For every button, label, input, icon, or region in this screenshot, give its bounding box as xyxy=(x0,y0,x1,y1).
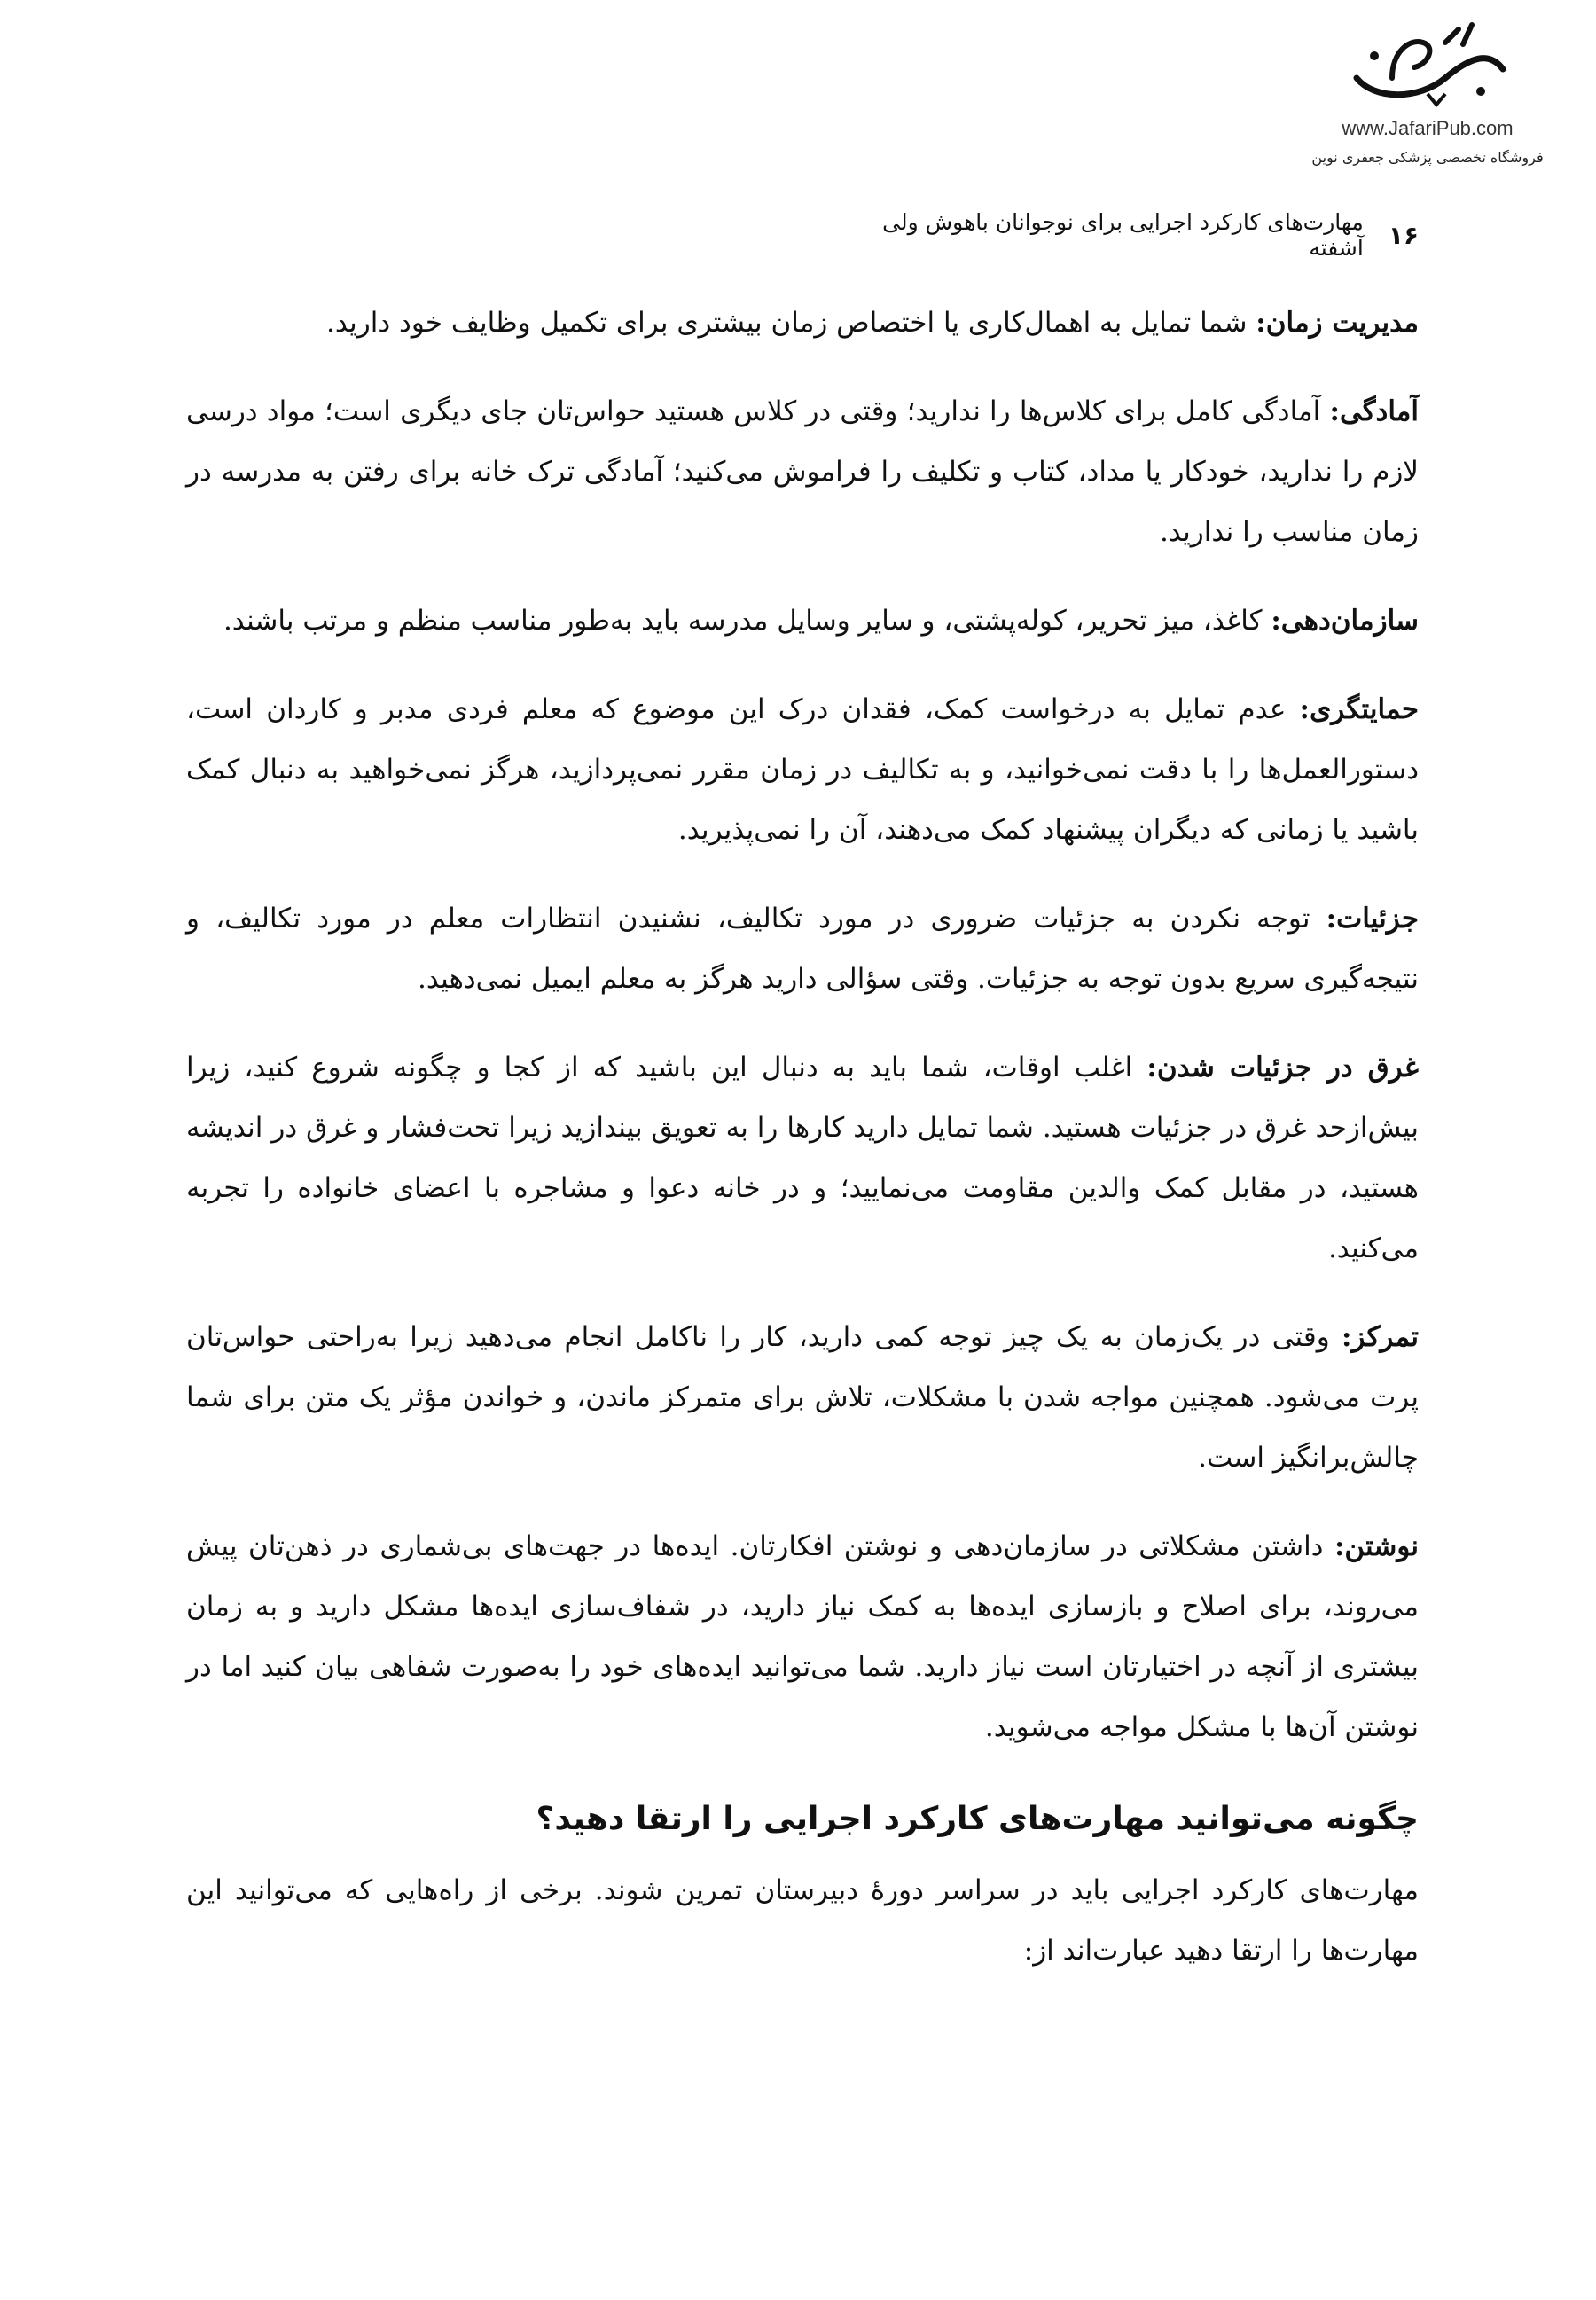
paragraph-text: آمادگی کامل برای کلاس‌ها را ندارید؛ وقتی در کلاس هستید حواس‌تان جای دیگری است؛ مواد درسی لازم را ندارید، خودکار یا مداد، کتاب و تکلیف را فراموش می‌کنید؛ آمادگی ترک خانه برای رفتن به مدرسه در زمان مناسب را ندارید. xyxy=(186,395,1419,548)
paragraph-term: سازمان‌دهی: xyxy=(1271,605,1419,637)
paragraph-term: آمادگی: xyxy=(1329,395,1419,427)
paragraph-details xyxy=(186,888,1419,1009)
page-header xyxy=(842,209,1419,261)
paragraph-text: کاغذ، میز تحریر، کوله‌پشتی، و سایر وسایل مدرسه باید به‌طور مناسب منظم و مرتب باشند. xyxy=(223,605,1271,637)
paragraph-advocacy xyxy=(186,679,1419,860)
page-content xyxy=(186,293,1419,2009)
paragraph-term: نوشتن: xyxy=(1334,1530,1419,1562)
paragraph-text: اغلب اوقات، شما باید به دنبال این باشید که از کجا و چگونه شروع کنید، زیرا بیش‌ازحد غرق در جزئیات هستید. شما تمایل دارید کارها را به تعویق بیندازید زیرا تحت‌فشار و غرق در اندیشه هستید، در مقابل کمک والدین مقاومت می‌نمایید؛ و در خانه دعوا و مشاجره با اعضای خانواده را تجربه می‌کنید. xyxy=(186,1052,1419,1264)
paragraph-readiness xyxy=(186,381,1419,562)
page-number: ۱۶ xyxy=(1388,220,1419,250)
paragraph-term: تمرکز: xyxy=(1342,1321,1419,1353)
logo-store-name: فروشگاه تخصصی پزشکی جعفری نوین xyxy=(1311,149,1544,166)
publisher-logo xyxy=(1303,16,1552,184)
paragraph-time-management xyxy=(186,293,1419,353)
paragraph-focus xyxy=(186,1307,1419,1488)
paragraph-text: وقتی در یک‌زمان به یک چیز توجه کمی دارید، کار را ناکامل انجام می‌دهید زیرا به‌راحتی حواس‌تان پرت می‌شود. همچنین مواجه شدن با مشکلات، تلاش برای متمرکز ماندن، و خواندن مؤثر یک متن برای شما چالش‌برانگیز است. xyxy=(186,1321,1419,1474)
paragraph-writing xyxy=(186,1516,1419,1757)
logo-url: www.JafariPub.com xyxy=(1342,117,1514,139)
paragraph-text: توجه نکردن به جزئیات ضروری در مورد تکالیف، نشنیدن انتظارات معلم در مورد تکالیف، و نتیجه‌گیری سریع بدون توجه به جزئیات. وقتی سؤالی دارید هرگز به معلم ایمیل نمی‌دهید. xyxy=(186,903,1419,995)
calligraphy-logo-icon xyxy=(1339,16,1516,113)
paragraph-organization xyxy=(186,591,1419,651)
paragraph-text: شما تمایل به اهمال‌کاری یا اختصاص زمان بیشتری برای تکمیل وظایف خود دارید. xyxy=(326,307,1256,339)
paragraph-term: مدیریت زمان: xyxy=(1256,307,1419,339)
paragraph-term: حمایتگری: xyxy=(1299,693,1419,725)
paragraph-term: جزئیات: xyxy=(1326,903,1419,935)
running-title: مهارت‌های کارکرد اجرایی برای نوجوانان باهوش ولی آشفته xyxy=(882,209,1364,261)
section-body: مهارت‌های کارکرد اجرایی باید در سراسر دورهٔ دبیرستان تمرین شوند. برخی از راه‌هایی که می‌توانید این مهارت‌ها را ارتقا دهید عبارت‌اند از: xyxy=(186,1874,1419,1967)
paragraph-term: غرق در جزئیات شدن: xyxy=(1146,1052,1420,1084)
paragraph-text: داشتن مشکلاتی در سازمان‌دهی و نوشتن افکارتان. ایده‌ها در جهت‌های بی‌شماری در ذهن‌تان پیش می‌روند، برای اصلاح و بازسازی ایده‌ها به کمک نیاز دارید، در شفاف‌سازی ایده‌ها مشکل دارید و به زمان بیشتری از آنچه در اختیارتان است نیاز دارید. شما می‌توانید ایده‌های خود را به‌صورت شفاهی بیان کنید اما در نوشتن آن‌ها با مشکل مواجه می‌شوید. xyxy=(186,1530,1419,1743)
paragraph-overwhelmed xyxy=(186,1037,1419,1279)
paragraph-text: عدم تمایل به درخواست کمک، فقدان درک این موضوع که معلم فردی مدبر و کاردان است، دستورالعمل‌ها را با دقت نمی‌خوانید، و به تکالیف در زمان مقرر نمی‌پردازید، هرگز نمی‌خواهید به دنبال کمک باشید یا زمانی که دیگران پیشنهاد کمک می‌دهند، آن را نمی‌پذیرید. xyxy=(186,693,1419,846)
section-heading: چگونه می‌توانید مهارت‌های کارکرد اجرایی را ارتقا دهید؟ xyxy=(536,1801,1419,1837)
